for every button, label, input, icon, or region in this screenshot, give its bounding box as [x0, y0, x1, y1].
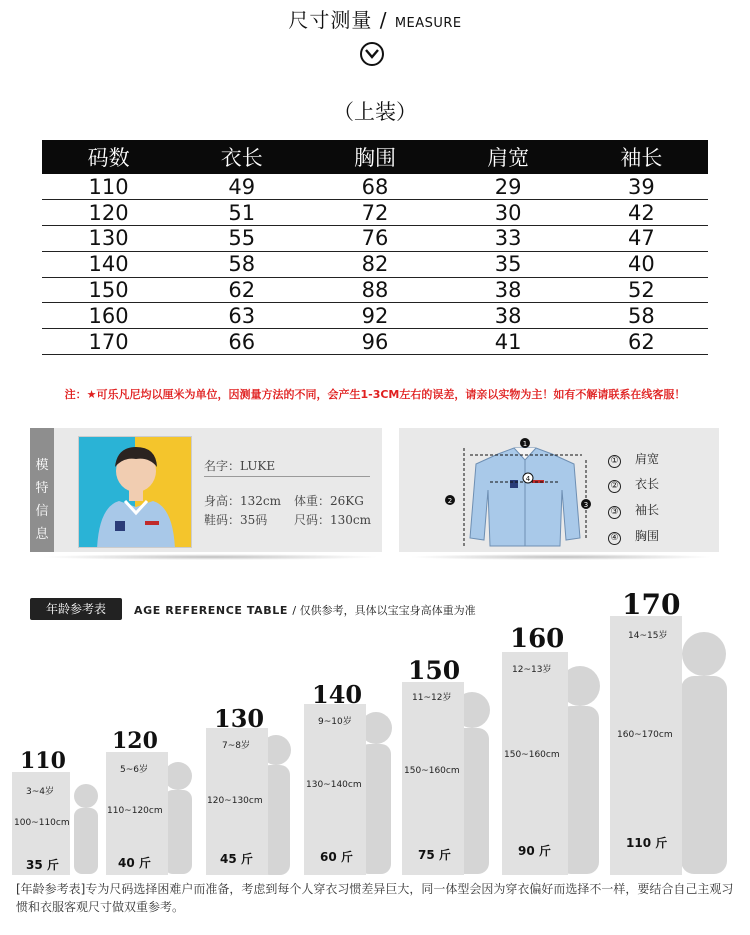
bar-height: 120~130cm [207, 796, 263, 806]
model-clothing-size: 尺码：130cm [294, 513, 372, 527]
model-weight: 体重：26KG [294, 494, 364, 508]
title-separator: / [379, 8, 388, 32]
table-cell: 82 [308, 251, 441, 277]
table-cell: 88 [308, 277, 441, 303]
legend-label: 肩宽 [635, 452, 660, 466]
panel-shadow [40, 554, 380, 560]
age-reference-tag: 年龄参考表 [30, 598, 122, 620]
bar-height: 150~160cm [404, 766, 460, 776]
legend-number: ④ [608, 532, 621, 545]
table-cell: 58 [175, 251, 308, 277]
header-cell: 衣长 [175, 140, 308, 174]
table-row [42, 226, 708, 252]
bar-height: 110~120cm [107, 806, 163, 816]
age-reference-title-en: AGE REFERENCE TABLE [134, 604, 288, 617]
bar-size-label: 120 [112, 728, 158, 754]
bar-size-label: 130 [214, 704, 265, 733]
bar-age: 9~10岁 [318, 717, 352, 727]
svg-text:3: 3 [583, 501, 589, 509]
legend-number: ② [608, 480, 621, 493]
bar-weight: 45 斤 [220, 852, 253, 866]
bar-weight: 110 斤 [626, 836, 668, 850]
bar-size-label: 110 [20, 748, 66, 774]
bar-size-label: 170 [622, 588, 681, 621]
table-cell: 38 [442, 303, 575, 329]
section-subtitle: （上装） [333, 100, 417, 124]
header-cell: 码数 [42, 140, 175, 174]
table-cell: 42 [575, 200, 708, 226]
table-cell: 51 [175, 200, 308, 226]
bar-age: 5~6岁 [120, 765, 148, 775]
table-cell: 30 [442, 200, 575, 226]
bar-age: 7~8岁 [222, 741, 250, 751]
table-cell: 47 [575, 226, 708, 252]
size-table-header-row [42, 140, 708, 174]
model-shoe-size: 鞋码：35码 [204, 513, 268, 527]
legend-item [608, 527, 659, 545]
table-cell: 62 [175, 277, 308, 303]
model-side-label [30, 428, 54, 552]
table-cell: 52 [575, 277, 708, 303]
table-cell: 72 [308, 200, 441, 226]
table-cell: 170 [42, 329, 175, 355]
title-en: MEASURE [394, 16, 462, 31]
table-cell: 63 [175, 303, 308, 329]
model-name: 名字：LUKE [204, 459, 276, 473]
table-cell: 110 [42, 174, 175, 200]
table-cell: 68 [308, 174, 441, 200]
legend-label: 袖长 [635, 503, 660, 517]
shirt-diagram [440, 434, 610, 550]
table-cell: 40 [575, 251, 708, 277]
header-cell: 肩宽 [442, 140, 575, 174]
table-cell: 96 [308, 329, 441, 355]
measurement-note: 注：★可乐凡尼均以厘米为单位，因测量方法的不同，会产生1-3CM左右的误差，请亲以实物为主！如有不解请联系在线客服！ [64, 388, 686, 401]
table-row [42, 277, 708, 303]
title-cn: 尺寸测量 [288, 8, 373, 32]
table-cell: 58 [575, 303, 708, 329]
table-cell: 41 [442, 329, 575, 355]
table-cell: 66 [175, 329, 308, 355]
age-reference-footnote: [年龄参考表]专为尺码选择困难户而准备，考虑到每个人穿衣习惯差异巨大，同一体型会因为穿衣偏好而选择不一样，要结合自己主观习惯和衣服客观尺寸做双重参考。 [16, 882, 734, 914]
table-cell: 35 [442, 251, 575, 277]
legend-label: 衣长 [635, 477, 660, 491]
bar-height: 150~160cm [504, 750, 560, 760]
table-cell: 92 [308, 303, 441, 329]
table-cell: 49 [175, 174, 308, 200]
table-cell: 160 [42, 303, 175, 329]
legend-item [608, 450, 659, 468]
model-height: 身高：132cm [204, 494, 282, 508]
bar-height: 160~170cm [617, 730, 673, 740]
legend-item [608, 475, 659, 493]
table-cell: 120 [42, 200, 175, 226]
table-row [42, 329, 708, 355]
table-cell: 29 [442, 174, 575, 200]
side-char: 信 [35, 504, 49, 519]
bar-height: 130~140cm [306, 780, 362, 790]
bar-weight: 35 斤 [26, 858, 59, 872]
table-cell: 33 [442, 226, 575, 252]
svg-text:1: 1 [522, 440, 528, 448]
table-row [42, 200, 708, 226]
bar-weight: 90 斤 [518, 844, 551, 858]
svg-text:2: 2 [447, 497, 453, 505]
bar-age: 3~4岁 [26, 787, 54, 797]
side-char: 模 [35, 458, 49, 473]
legend-label: 胸围 [635, 529, 660, 543]
bar-weight: 75 斤 [418, 848, 451, 862]
table-cell: 140 [42, 251, 175, 277]
bar-height: 100~110cm [14, 818, 70, 828]
legend-number: ① [608, 455, 621, 468]
table-cell: 38 [442, 277, 575, 303]
bar-size-label: 140 [312, 680, 363, 709]
table-cell: 150 [42, 277, 175, 303]
table-row [42, 303, 708, 329]
size-table [42, 140, 708, 355]
model-photo [78, 436, 192, 548]
page-title [0, 4, 750, 33]
divider [204, 476, 370, 477]
table-row [42, 174, 708, 200]
svg-text:4: 4 [525, 475, 531, 483]
bar-age: 12~13岁 [512, 665, 552, 675]
bar-size-label: 150 [408, 656, 461, 685]
bar-age: 11~12岁 [412, 693, 452, 703]
legend-item [608, 501, 659, 519]
table-cell: 39 [575, 174, 708, 200]
header-cell: 胸围 [308, 140, 441, 174]
side-char: 特 [35, 481, 49, 496]
panel-shadow [408, 554, 714, 560]
table-cell: 62 [575, 329, 708, 355]
bar-size-label: 160 [510, 624, 565, 654]
table-cell: 130 [42, 226, 175, 252]
table-row [42, 251, 708, 277]
age-reference-title-cn: / 仅供参考，具体以宝宝身高体重为准 [292, 604, 476, 617]
chevron-down-icon [360, 42, 384, 66]
legend-number: ③ [608, 506, 621, 519]
header-cell: 袖长 [575, 140, 708, 174]
table-cell: 55 [175, 226, 308, 252]
table-cell: 76 [308, 226, 441, 252]
bar-weight: 60 斤 [320, 850, 353, 864]
bar-age: 14~15岁 [628, 631, 668, 641]
side-char: 息 [35, 527, 49, 542]
bar-weight: 40 斤 [118, 856, 151, 870]
